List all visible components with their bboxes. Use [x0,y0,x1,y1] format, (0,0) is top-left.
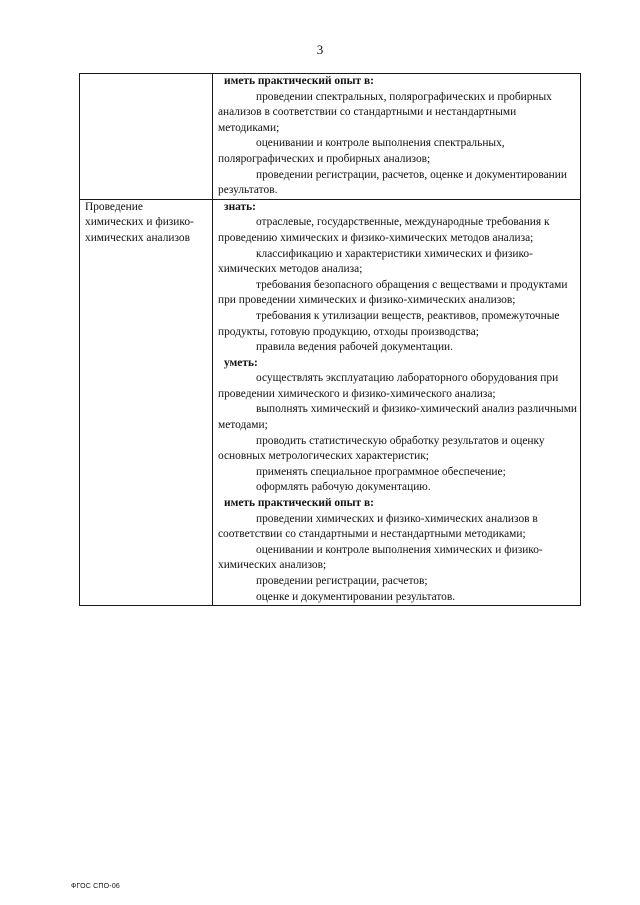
page-number: 3 [316,42,324,57]
list-item: требования к утилизации веществ, реактивов, промежуточные продукты, готовую продукцию, отходы производства; [218,309,560,338]
right-cell [213,74,581,200]
document-code: ФГОС СПО-06 [71,883,121,890]
competency-table [79,73,581,606]
right-cell [213,199,581,605]
section-heading: уметь: [224,356,258,369]
list-item: оценивании и контроле выполнения спектральных, полярографических и пробирных анализов; [218,137,505,165]
table-row [80,199,581,605]
list-item: оценивании и контроле выполнения химических и физико-химических анализов; [218,543,543,572]
left-cell-empty [80,74,213,200]
list-item: проводить статистическую обработку результатов и оценку основных метрологических характеристик; [218,434,545,463]
list-item: правила ведения рабочей документации. [256,341,454,354]
list-item: проведении спектральных, полярографических и пробирных анализов в соответствии со стандартными и нестандартными методиками; [218,90,552,134]
list-item: выполнять химический и физико-химический анализ различными методами; [218,403,578,432]
list-item: отраслевые, государственные, международные требования к проведению химических и физико-химических методов анализа; [218,216,550,244]
section-heading: иметь практический опыт в: [224,497,374,510]
list-item: проведении химических и физико-химических анализов в соответствии со стандартными и нестандартными методиками; [218,512,538,541]
section-heading: знать: [224,200,256,213]
list-item: оформлять рабочую документацию. [256,481,431,494]
list-item: требования безопасного обращения с веществами и продуктами при проведении химических и физико-химических анализов; [218,278,568,307]
list-item: оценке и документировании результатов. [256,590,456,603]
list-item: осуществлять эксплуатацию лабораторного оборудования при проведении химического и физико-химического анализа; [218,372,559,400]
table-row [80,74,581,200]
list-item: проведении регистрации, расчетов; [256,575,428,587]
activity-label: Проведение химических и физико- химических анализов [80,199,213,605]
section-heading: иметь практический опыт в: [224,75,374,87]
list-item: применять специальное программное обеспечение; [256,465,506,478]
list-item: проведении регистрации, расчетов, оценке и документировании результатов. [218,168,567,197]
list-item: классификацию и характеристики химических и физико-химических методов анализа; [218,247,533,276]
